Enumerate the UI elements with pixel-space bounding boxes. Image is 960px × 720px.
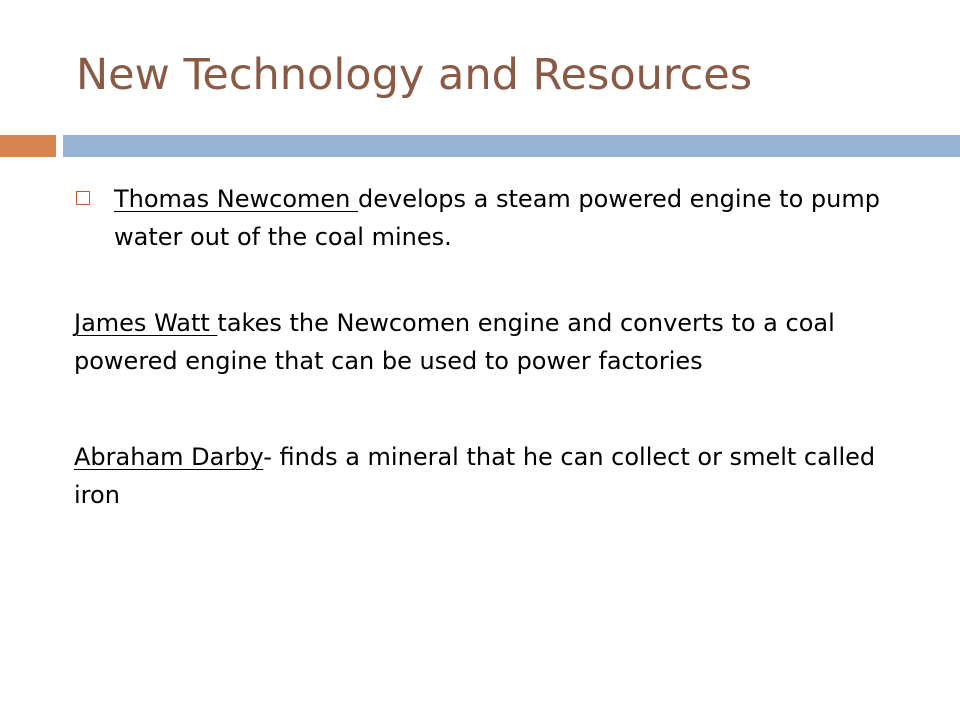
slide-title: New Technology and Resources bbox=[76, 50, 753, 100]
paragraph-darby bbox=[74, 438, 924, 514]
bullet-item-newcomen bbox=[74, 180, 924, 256]
accent-bar-blue bbox=[63, 135, 960, 157]
person-name-watt: James Watt bbox=[74, 309, 218, 337]
slide-body bbox=[74, 180, 924, 572]
square-bullet-icon bbox=[76, 191, 90, 205]
person-name-darby: Abraham Darby bbox=[74, 443, 264, 471]
bullet-text-newcomen: develops a steam powered engine to pump water out of the coal mines. bbox=[114, 185, 880, 251]
person-name-newcomen: Thomas Newcomen bbox=[114, 185, 358, 213]
paragraph-text-darby: - finds a mineral that he can collect or smelt called iron bbox=[74, 443, 876, 509]
paragraph-text-watt: takes the Newcomen engine and converts to a coal powered engine that can be used to power factories bbox=[74, 309, 835, 375]
paragraph-watt bbox=[74, 304, 924, 380]
accent-bar-orange bbox=[0, 135, 56, 157]
